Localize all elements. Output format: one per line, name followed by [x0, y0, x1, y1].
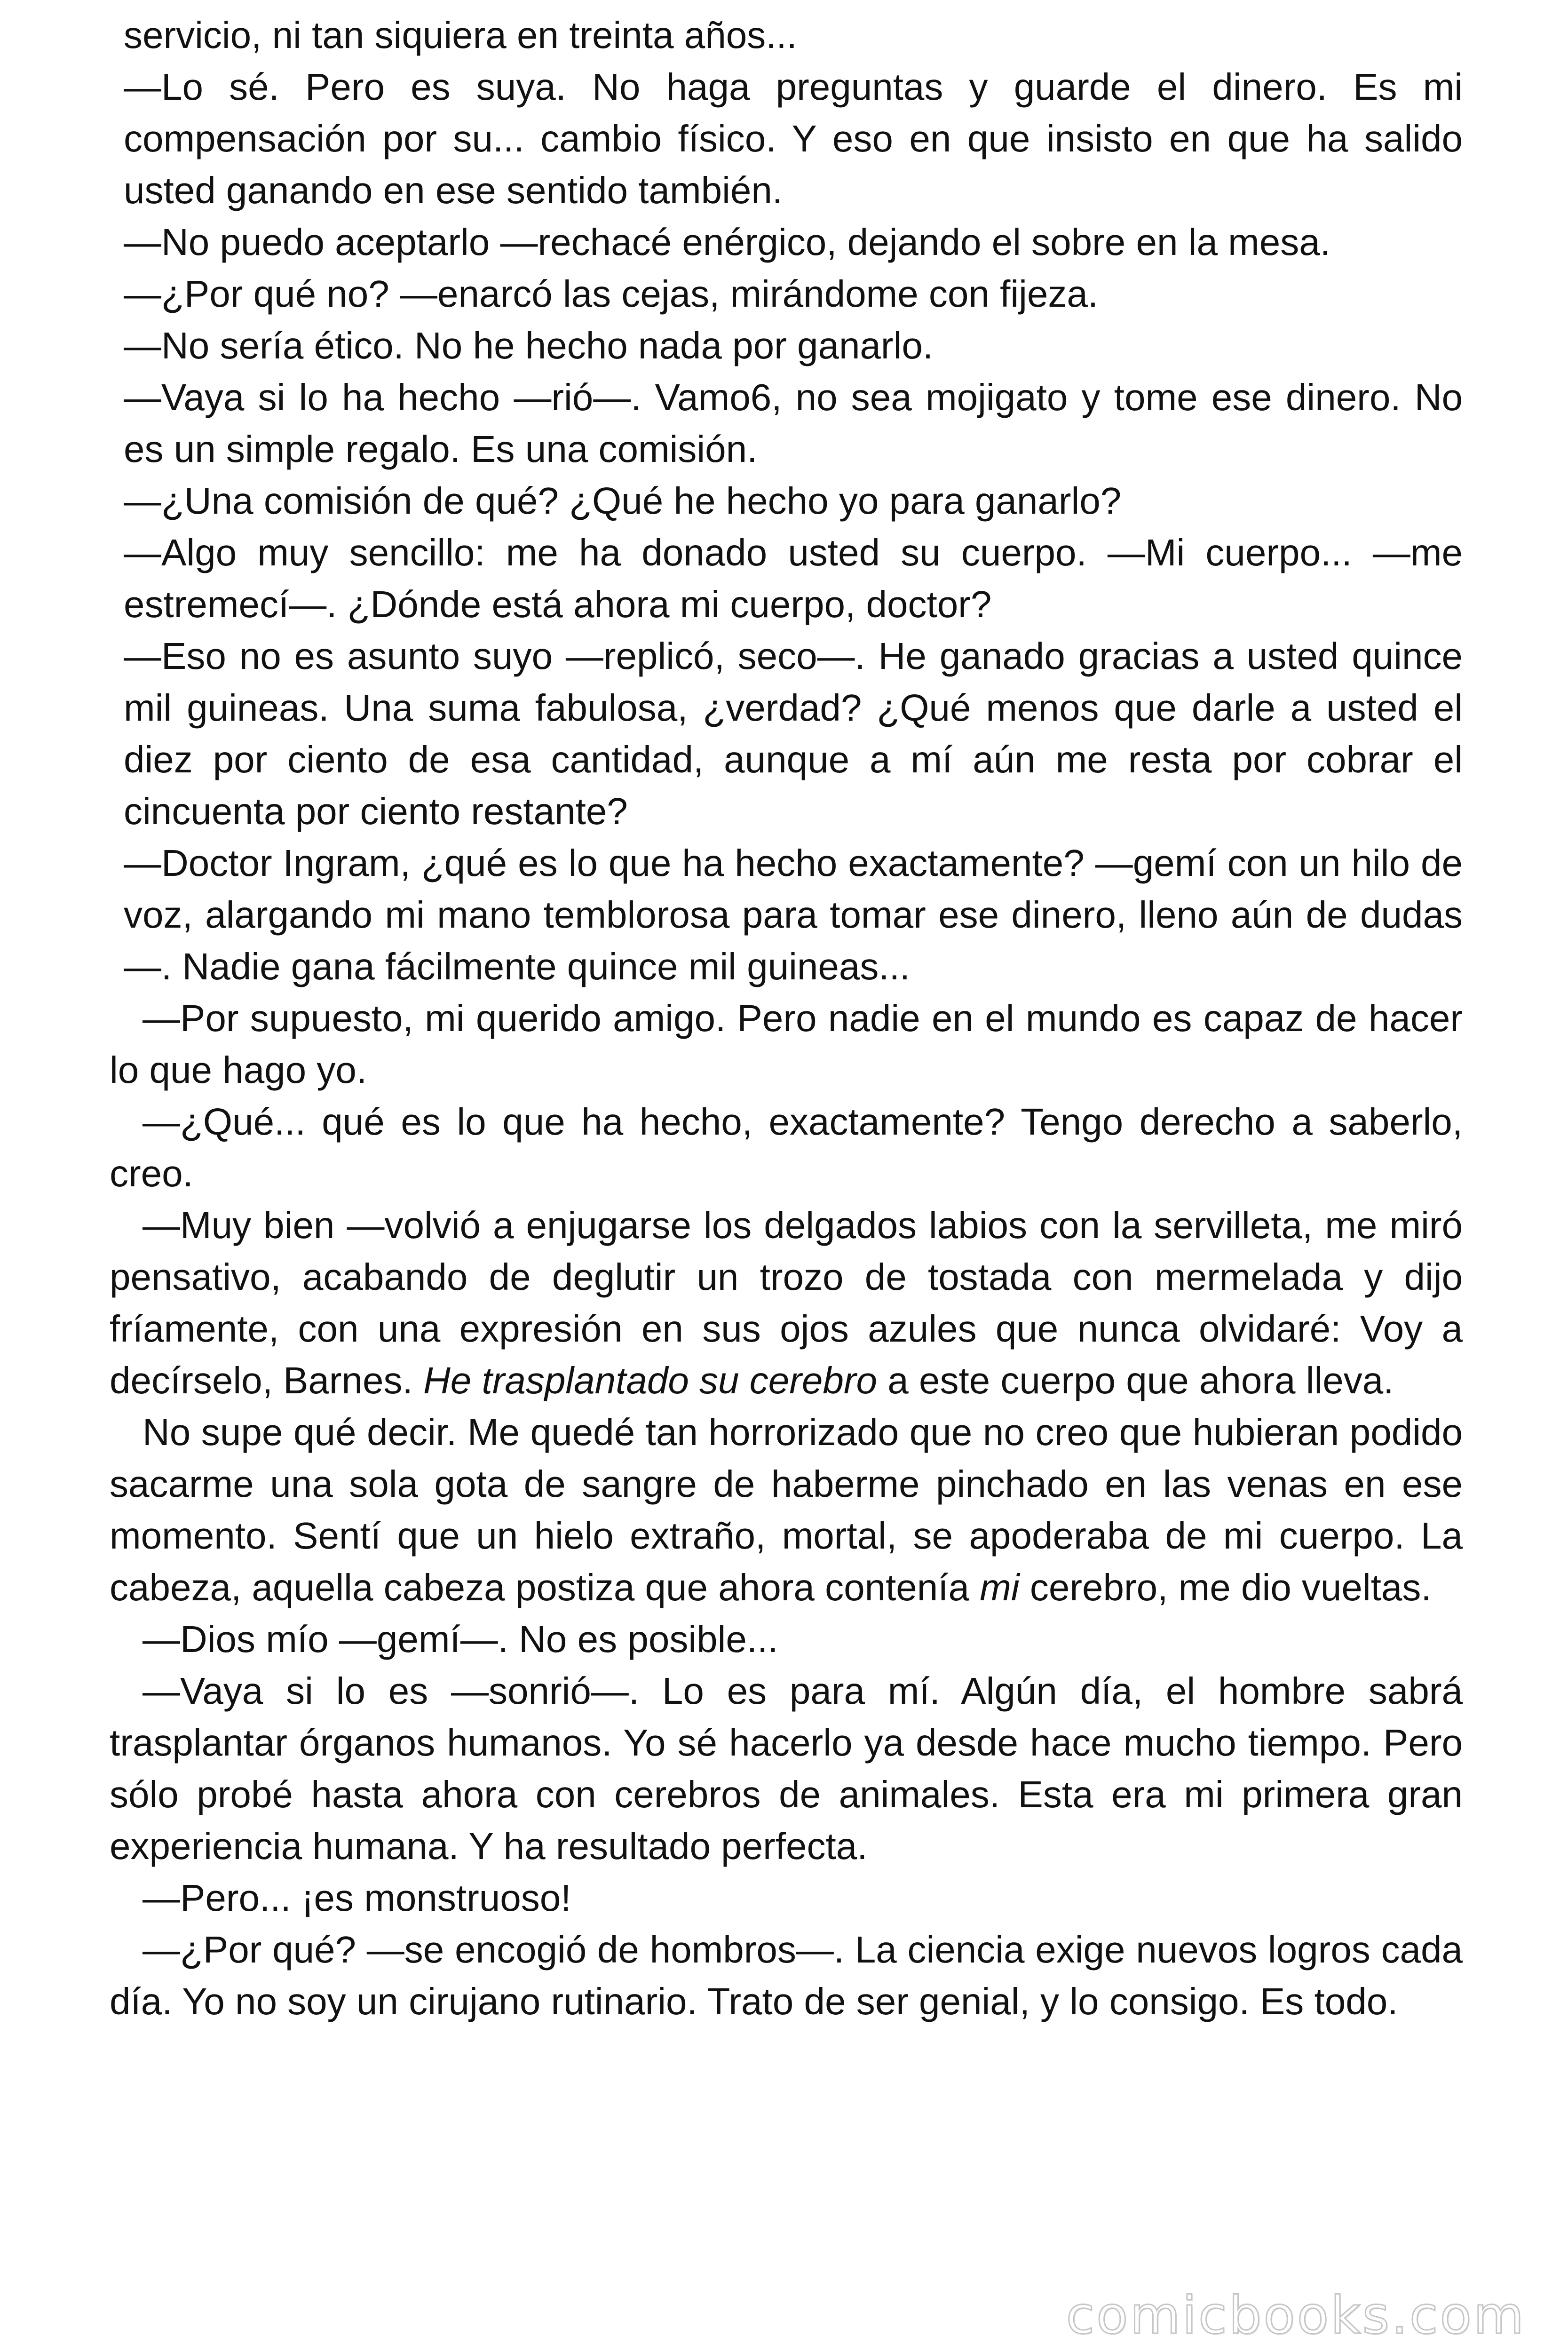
- paragraph: —Dios mío —gemí—. No es posible...: [143, 1618, 778, 1660]
- paragraph: —No sería ético. No he hecho nada por ganarlo.: [124, 325, 934, 366]
- paragraph: —¿Por qué? —se encogió de hombros—. La ciencia exige nuevos logros cada día. Yo no soy un cirujano rutinario. Trato de ser genial, y lo consigo. Es todo.: [110, 1929, 1463, 2022]
- paragraph: —¿Por qué no? —enarcó las cejas, mirándome con fijeza.: [124, 273, 1099, 315]
- paragraph-with-italic: [110, 1200, 1463, 1406]
- italic-text: He trasplantado su cerebro: [423, 1359, 877, 1401]
- paragraph: —Lo sé. Pero es suya. No haga preguntas y guarde el dinero. Es mi compensación por su... cambio físico. Y eso en que insisto en que ha salido usted ganando en ese sentido también.: [124, 66, 1463, 211]
- paragraph: —Por supuesto, mi querido amigo. Pero nadie en el mundo es capaz de hacer lo que hago yo.: [110, 997, 1463, 1091]
- text-run: —Muy bien —volvió a enjugarse los delgados labios con la servilleta, me miró pensativo, acabando de deglutir un trozo de tostada con mermelada y dijo fríamente, con una expresión en sus ojos azules que nunca olvidaré: Voy a decírselo, Barnes.: [110, 1204, 1463, 1401]
- paragraph: —No puedo aceptarlo —rechacé enérgico, dejando el sobre en la mesa.: [124, 221, 1331, 263]
- paragraph: —¿Una comisión de qué? ¿Qué he hecho yo para ganarlo?: [124, 480, 1122, 522]
- text-column: [110, 9, 1463, 2027]
- text-run: a este cuerpo que ahora lleva.: [877, 1359, 1394, 1401]
- paragraph: —Pero... ¡es monstruoso!: [143, 1877, 571, 1919]
- text-run: cerebro, me dio vueltas.: [1019, 1566, 1432, 1608]
- text-run: No supe qué decir. Me quedé tan horrorizado que no creo que hubieran podido sacarme una sola gota de sangre de haberme pinchado en las venas en ese momento. Sentí que un hielo extraño, mortal, se apoderaba de mi cuerpo. La cabeza, aquella cabeza postiza que ahora contenía: [110, 1411, 1463, 1608]
- paragraph: —Algo muy sencillo: me ha donado usted su cuerpo. —Mi cuerpo... —me estremecí—. ¿Dónde está ahora mi cuerpo, doctor?: [124, 532, 1463, 625]
- paragraph: —Eso no es asunto suyo —replicó, seco—. He ganado gracias a usted quince mil guineas. Una suma fabulosa, ¿verdad? ¿Qué menos que darle a usted el diez por ciento de esa cantidad, aunque a mí aún me resta por cobrar el cincuenta por ciento restante?: [124, 635, 1463, 832]
- paragraph: —¿Qué... qué es lo que ha hecho, exactamente? Tengo derecho a saberlo, creo.: [110, 1101, 1463, 1194]
- watermark: comicbooks.com: [1066, 2285, 1526, 2345]
- paragraph-with-italic: [110, 1406, 1463, 1613]
- paragraph: servicio, ni tan siquiera en treinta años...: [124, 14, 797, 56]
- italic-text: mi: [980, 1566, 1020, 1608]
- paragraph: —Doctor Ingram, ¿qué es lo que ha hecho exactamente? —gemí con un hilo de voz, alargando mi mano temblorosa para tomar ese dinero, lleno aún de dudas—. Nadie gana fácilmente quince mil guineas...: [124, 842, 1463, 987]
- paragraph: —Vaya si lo es —sonrió—. Lo es para mí. Algún día, el hombre sabrá trasplantar órganos humanos. Yo sé hacerlo ya desde hace mucho tiempo. Pero sólo probé hasta ahora con cerebros de animales. Esta era mi primera gran experiencia humana. Y ha resultado perfecta.: [110, 1670, 1463, 1867]
- paragraph: —Vaya si lo ha hecho —rió—. Vamo6, no sea mojigato y tome ese dinero. No es un simple regalo. Es una comisión.: [124, 376, 1463, 470]
